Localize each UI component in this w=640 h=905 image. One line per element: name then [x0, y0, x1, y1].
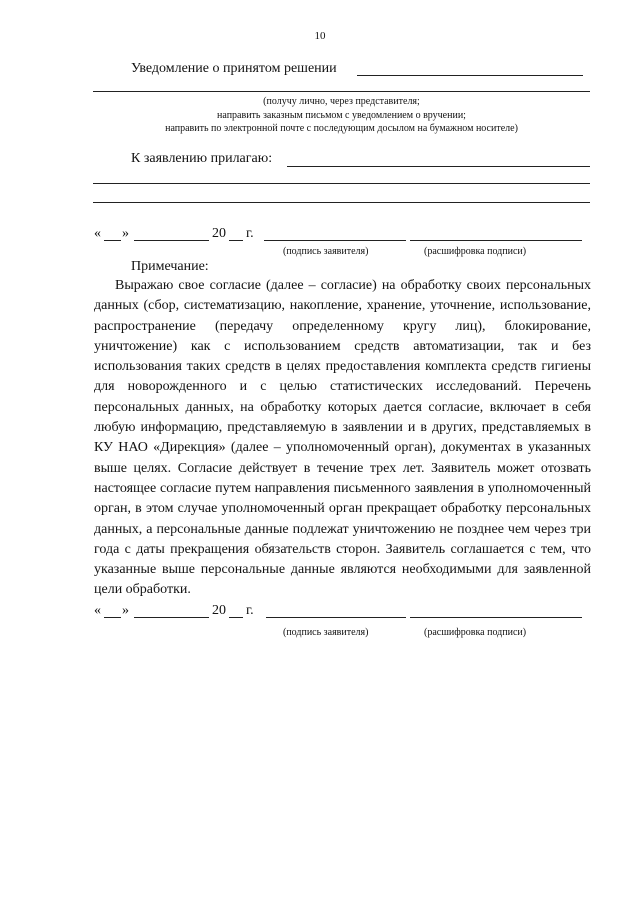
transcript-field-1[interactable] [410, 240, 582, 241]
date-close-quote-1: » [122, 226, 129, 241]
note-title: Примечание: [131, 259, 209, 274]
year-prefix-1: 20 [212, 226, 226, 241]
signature-field-1[interactable] [264, 240, 406, 241]
note-text: Выражаю свое согласие (далее – согласие) на обработку своих персональных данных (сбор, систематизацию, накопление, хранение, уточнение, использование, распространение (передачу определенному кругу лиц), блокирование, уничтожение) как с использованием средств автоматизации, так и без использования таких средств в целях предоставления комплекта средств гигиены для новорожденного и с целью статистических исследований. Перечень персональных данных, на обработку которых дается согласие, включает в себя любую информацию, представляемую в заявлении и в других, представляемых в КУ НАО «Дирекция» (далее – уполномоченный орган), документах в указанных выше целях. Согласие действует в течение трех лет. Заявитель может отозвать настоящее согласие путем направления письменного заявления в уполномоченный орган, в этом случае уполномоченный орган прекращает обработку персональных данных, а персональные данные подлежат уничтожению не позднее чем через три года с даты прекращения обязательств сторон. Заявитель соглашается с тем, что указанные выше персональные данные являются необходимыми для заявленной цели обработки. [94, 278, 591, 598]
attachment-field[interactable] [287, 166, 590, 167]
note-body [94, 276, 591, 601]
notification-field-continuation[interactable] [93, 91, 590, 92]
month-field-1[interactable] [134, 240, 209, 241]
transcript-caption-2: (расшифровка подписи) [424, 627, 527, 638]
notification-hint-line-1: (получу лично, через представителя; [263, 96, 420, 107]
page-number: 10 [314, 30, 326, 42]
year-field-2[interactable] [229, 617, 243, 618]
year-suffix-2: г. [246, 603, 254, 618]
date-open-quote-2: « [94, 603, 101, 618]
day-field-1[interactable] [104, 240, 121, 241]
signature-caption-1: (подпись заявителя) [283, 246, 369, 257]
transcript-field-2[interactable] [410, 617, 582, 618]
signature-caption-2: (подпись заявителя) [283, 627, 369, 638]
year-prefix-2: 20 [212, 603, 226, 618]
attachment-field-line-2[interactable] [93, 183, 590, 184]
notification-hint-line-3: направить по электронной почте с последующим досылом на бумажном носителе) [165, 123, 518, 134]
day-field-2[interactable] [104, 617, 121, 618]
month-field-2[interactable] [134, 617, 209, 618]
signature-field-2[interactable] [266, 617, 406, 618]
attachment-label: К заявлению прилагаю: [131, 151, 273, 166]
year-field-1[interactable] [229, 240, 243, 241]
year-suffix-1: г. [246, 226, 254, 241]
notification-hint [93, 95, 590, 136]
notification-field[interactable] [357, 75, 583, 76]
transcript-caption-1: (расшифровка подписи) [424, 246, 527, 257]
notification-hint-line-2: направить заказным письмом с уведомлением о вручении; [217, 109, 466, 121]
date-open-quote-1: « [94, 226, 101, 241]
attachment-field-line-3[interactable] [93, 202, 590, 203]
notification-label: Уведомление о принятом решении [131, 61, 337, 76]
date-close-quote-2: » [122, 603, 129, 618]
